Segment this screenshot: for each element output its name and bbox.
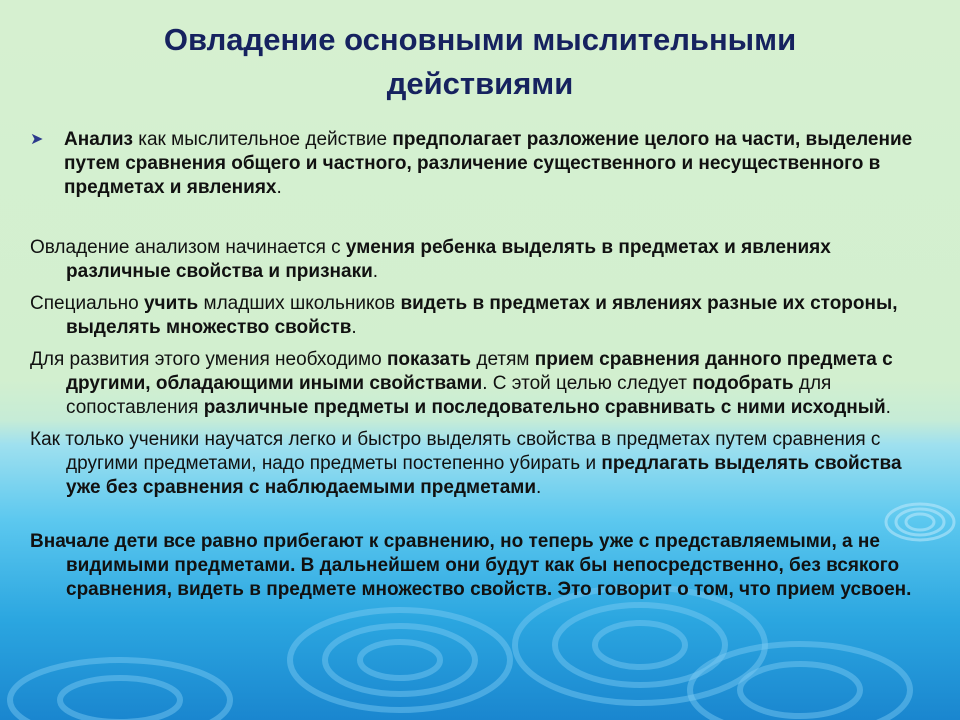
text-regular: Как только ученики научатся легко и быстро выделять свойства в предметах путем сравнения с другими предметами, надо предметы постепенно убирать и bbox=[30, 429, 881, 474]
bullet-text bbox=[64, 129, 912, 198]
text-regular: младших школьников bbox=[198, 293, 401, 314]
paragraph-2 bbox=[30, 292, 940, 340]
slide-body bbox=[30, 128, 940, 610]
text-bold: учить bbox=[143, 293, 199, 314]
slide-title bbox=[60, 18, 900, 106]
paragraph-4 bbox=[30, 428, 940, 500]
text-regular: . С этой целью следует bbox=[482, 373, 693, 394]
text-bold: прием сравнения данного предмета с другими, обладающими иными свойствами bbox=[66, 349, 893, 394]
text-bold: умения ребенка выделять в предметах и явлениях различные свойства и признаки bbox=[66, 237, 831, 282]
text-regular: Овладение анализом начинается с bbox=[30, 237, 346, 258]
text-regular: . bbox=[351, 317, 357, 338]
text-bold: показать bbox=[386, 349, 472, 370]
text-bold: подобрать bbox=[692, 373, 794, 394]
text-regular: как мыслительное действие bbox=[132, 129, 393, 150]
slide-title-line2: действиями bbox=[386, 66, 574, 101]
slide-title-line1: Овладение основными мыслительными bbox=[163, 22, 797, 57]
text-bold: предлагать выделять свойства уже без сравнения с наблюдаемыми предметами bbox=[66, 453, 902, 498]
text-bold: Анализ bbox=[64, 129, 133, 150]
paragraph-1 bbox=[30, 236, 940, 284]
text-regular: Специально bbox=[30, 293, 144, 314]
text-regular: . bbox=[372, 261, 379, 282]
text-regular: Для развития этого умения необходимо bbox=[30, 349, 387, 370]
text-bold: предполагает разложение целого на части, выделение путем сравнения общего и частного, различение существенного и несущественного в предметах и явлениях bbox=[64, 129, 913, 198]
text-regular: детям bbox=[471, 349, 535, 370]
text-bold: различные предметы и последовательно сравнивать с ними исходный bbox=[203, 397, 886, 418]
paragraph-5 bbox=[30, 530, 940, 602]
text-regular: . bbox=[536, 477, 542, 498]
arrow-bullet-icon: ➤ bbox=[30, 131, 44, 148]
text-bold: Вначале дети все равно прибегают к сравнению, но теперь уже с представляемыми, а не видимыми предметами. В дальнейшем они будут как бы непосредственно, без всякого сравнения, видеть в предмете множество свойств. Это говорит о том, что прием усвоен. bbox=[30, 531, 912, 600]
text-regular: . bbox=[885, 397, 891, 418]
paragraph-3 bbox=[30, 348, 940, 420]
text-regular: для сопоставления bbox=[66, 373, 832, 418]
bullet-analysis bbox=[30, 128, 940, 200]
text-regular: . bbox=[276, 177, 282, 198]
text-bold: видеть в предметах и явлениях разные их стороны, выделять множество свойств bbox=[66, 293, 898, 338]
